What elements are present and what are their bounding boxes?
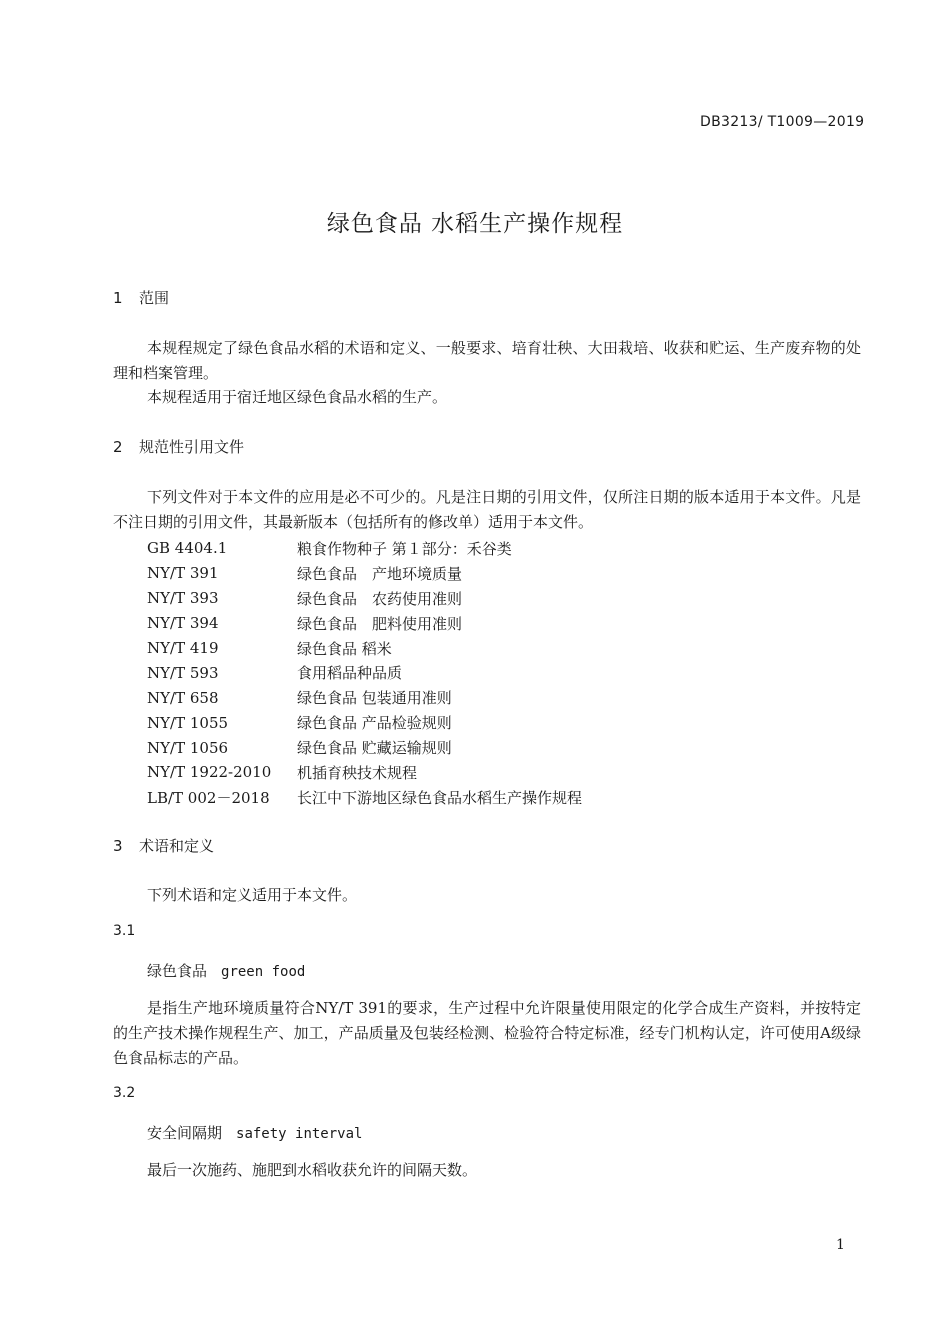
term-definition-green-food: 是指生产地环境质量符合NY/T 391的要求，生产过程中允许限量使用限定的化学合成生产资料，并按特定的生产技术操作规程生产、加工，产品质量及包装经检测、检验符合特定标准，经专门机构认定，许可使用A级绿色食品标志的产品。 — [113, 999, 861, 1067]
list-item — [147, 536, 582, 561]
reference-title: 绿色食品 稻米 — [297, 639, 392, 658]
section-heading-terms-definitions — [113, 835, 214, 856]
section-number: 1 — [113, 289, 123, 307]
reference-title: 绿色食品 贮藏运输规则 — [297, 739, 452, 758]
reference-code: NY/T 391 — [147, 564, 219, 583]
term-english: green food — [221, 964, 306, 980]
section-number: 2 — [113, 438, 123, 456]
reference-code: NY/T 1922-2010 — [147, 763, 272, 782]
term-number: 3.1 — [113, 923, 136, 939]
terms-intro-paragraph: 下列术语和定义适用于本文件。 — [147, 886, 358, 904]
reference-title: 食用稻品种品质 — [297, 664, 403, 683]
reference-title: 绿色食品 产品检验规则 — [297, 714, 452, 733]
reference-code: GB 4404.1 — [147, 539, 228, 558]
list-item — [147, 586, 582, 611]
reference-title: 机插育秧技术规程 — [297, 763, 418, 782]
list-item — [147, 611, 582, 636]
list-item — [147, 660, 582, 685]
section-heading-scope — [113, 287, 169, 308]
term-number: 3.2 — [113, 1085, 136, 1101]
page-number: 1 — [836, 1237, 845, 1253]
term-heading-safety-interval — [147, 1122, 362, 1143]
document-code: DB3213/ T1009—2019 — [700, 114, 865, 130]
reference-code: NY/T 1056 — [147, 738, 229, 757]
term-english: safety interval — [236, 1126, 363, 1142]
list-item — [147, 685, 582, 710]
reference-code: NY/T 394 — [147, 614, 219, 633]
reference-code: NY/T 658 — [147, 688, 219, 707]
section-title: 术语和定义 — [139, 837, 215, 855]
list-item — [147, 561, 582, 586]
reference-title: 长江中下游地区绿色食品水稻生产操作规程 — [297, 788, 583, 807]
reference-title: 绿色食品 包装通用准则 — [297, 689, 452, 708]
reference-code: NY/T 393 — [147, 589, 219, 608]
reference-title: 绿色食品 产地环境质量 — [297, 564, 463, 583]
section-number: 3 — [113, 837, 123, 855]
section-title: 范围 — [139, 289, 170, 307]
reference-code: NY/T 419 — [147, 639, 219, 657]
list-item — [147, 710, 582, 735]
reference-code: NY/T 1055 — [147, 713, 229, 732]
section-heading-normative-references — [113, 436, 244, 457]
section-title: 规范性引用文件 — [139, 438, 245, 456]
reference-code: LB/T 002－2018 — [147, 788, 270, 807]
scope-applicability-paragraph: 本规程适用于宿迁地区绿色食品水稻的生产。 — [147, 388, 448, 406]
scope-paragraph: 本规程规定了绿色食品水稻的术语和定义、一般要求、培育壮秧、大田栽培、收获和贮运、生产废弃物的处理和档案管理。 — [113, 339, 861, 382]
reference-title: 粮食作物种子 第１部分：禾谷类 — [297, 539, 512, 558]
list-item — [147, 760, 582, 785]
term-chinese: 安全间隔期 — [147, 1124, 223, 1142]
term-heading-green-food — [147, 960, 305, 981]
term-chinese: 绿色食品 — [147, 962, 208, 980]
reference-list — [147, 536, 582, 810]
reference-title: 绿色食品 肥料使用准则 — [297, 614, 463, 633]
reference-title: 绿色食品 农药使用准则 — [297, 589, 463, 608]
page-title: 绿色食品 水稻生产操作规程 — [326, 211, 624, 237]
list-item — [147, 636, 582, 661]
term-definition-safety-interval: 最后一次施药、施肥到水稻收获允许的间隔天数。 — [147, 1161, 478, 1179]
reference-code: NY/T 593 — [147, 663, 219, 682]
list-item — [147, 735, 582, 760]
list-item — [147, 785, 582, 810]
references-intro-paragraph: 下列文件对于本文件的应用是必不可少的。凡是注日期的引用文件，仅所注日期的版本适用于本文件。凡是不注日期的引用文件，其最新版本（包括所有的修改单）适用于本文件。 — [113, 488, 861, 531]
